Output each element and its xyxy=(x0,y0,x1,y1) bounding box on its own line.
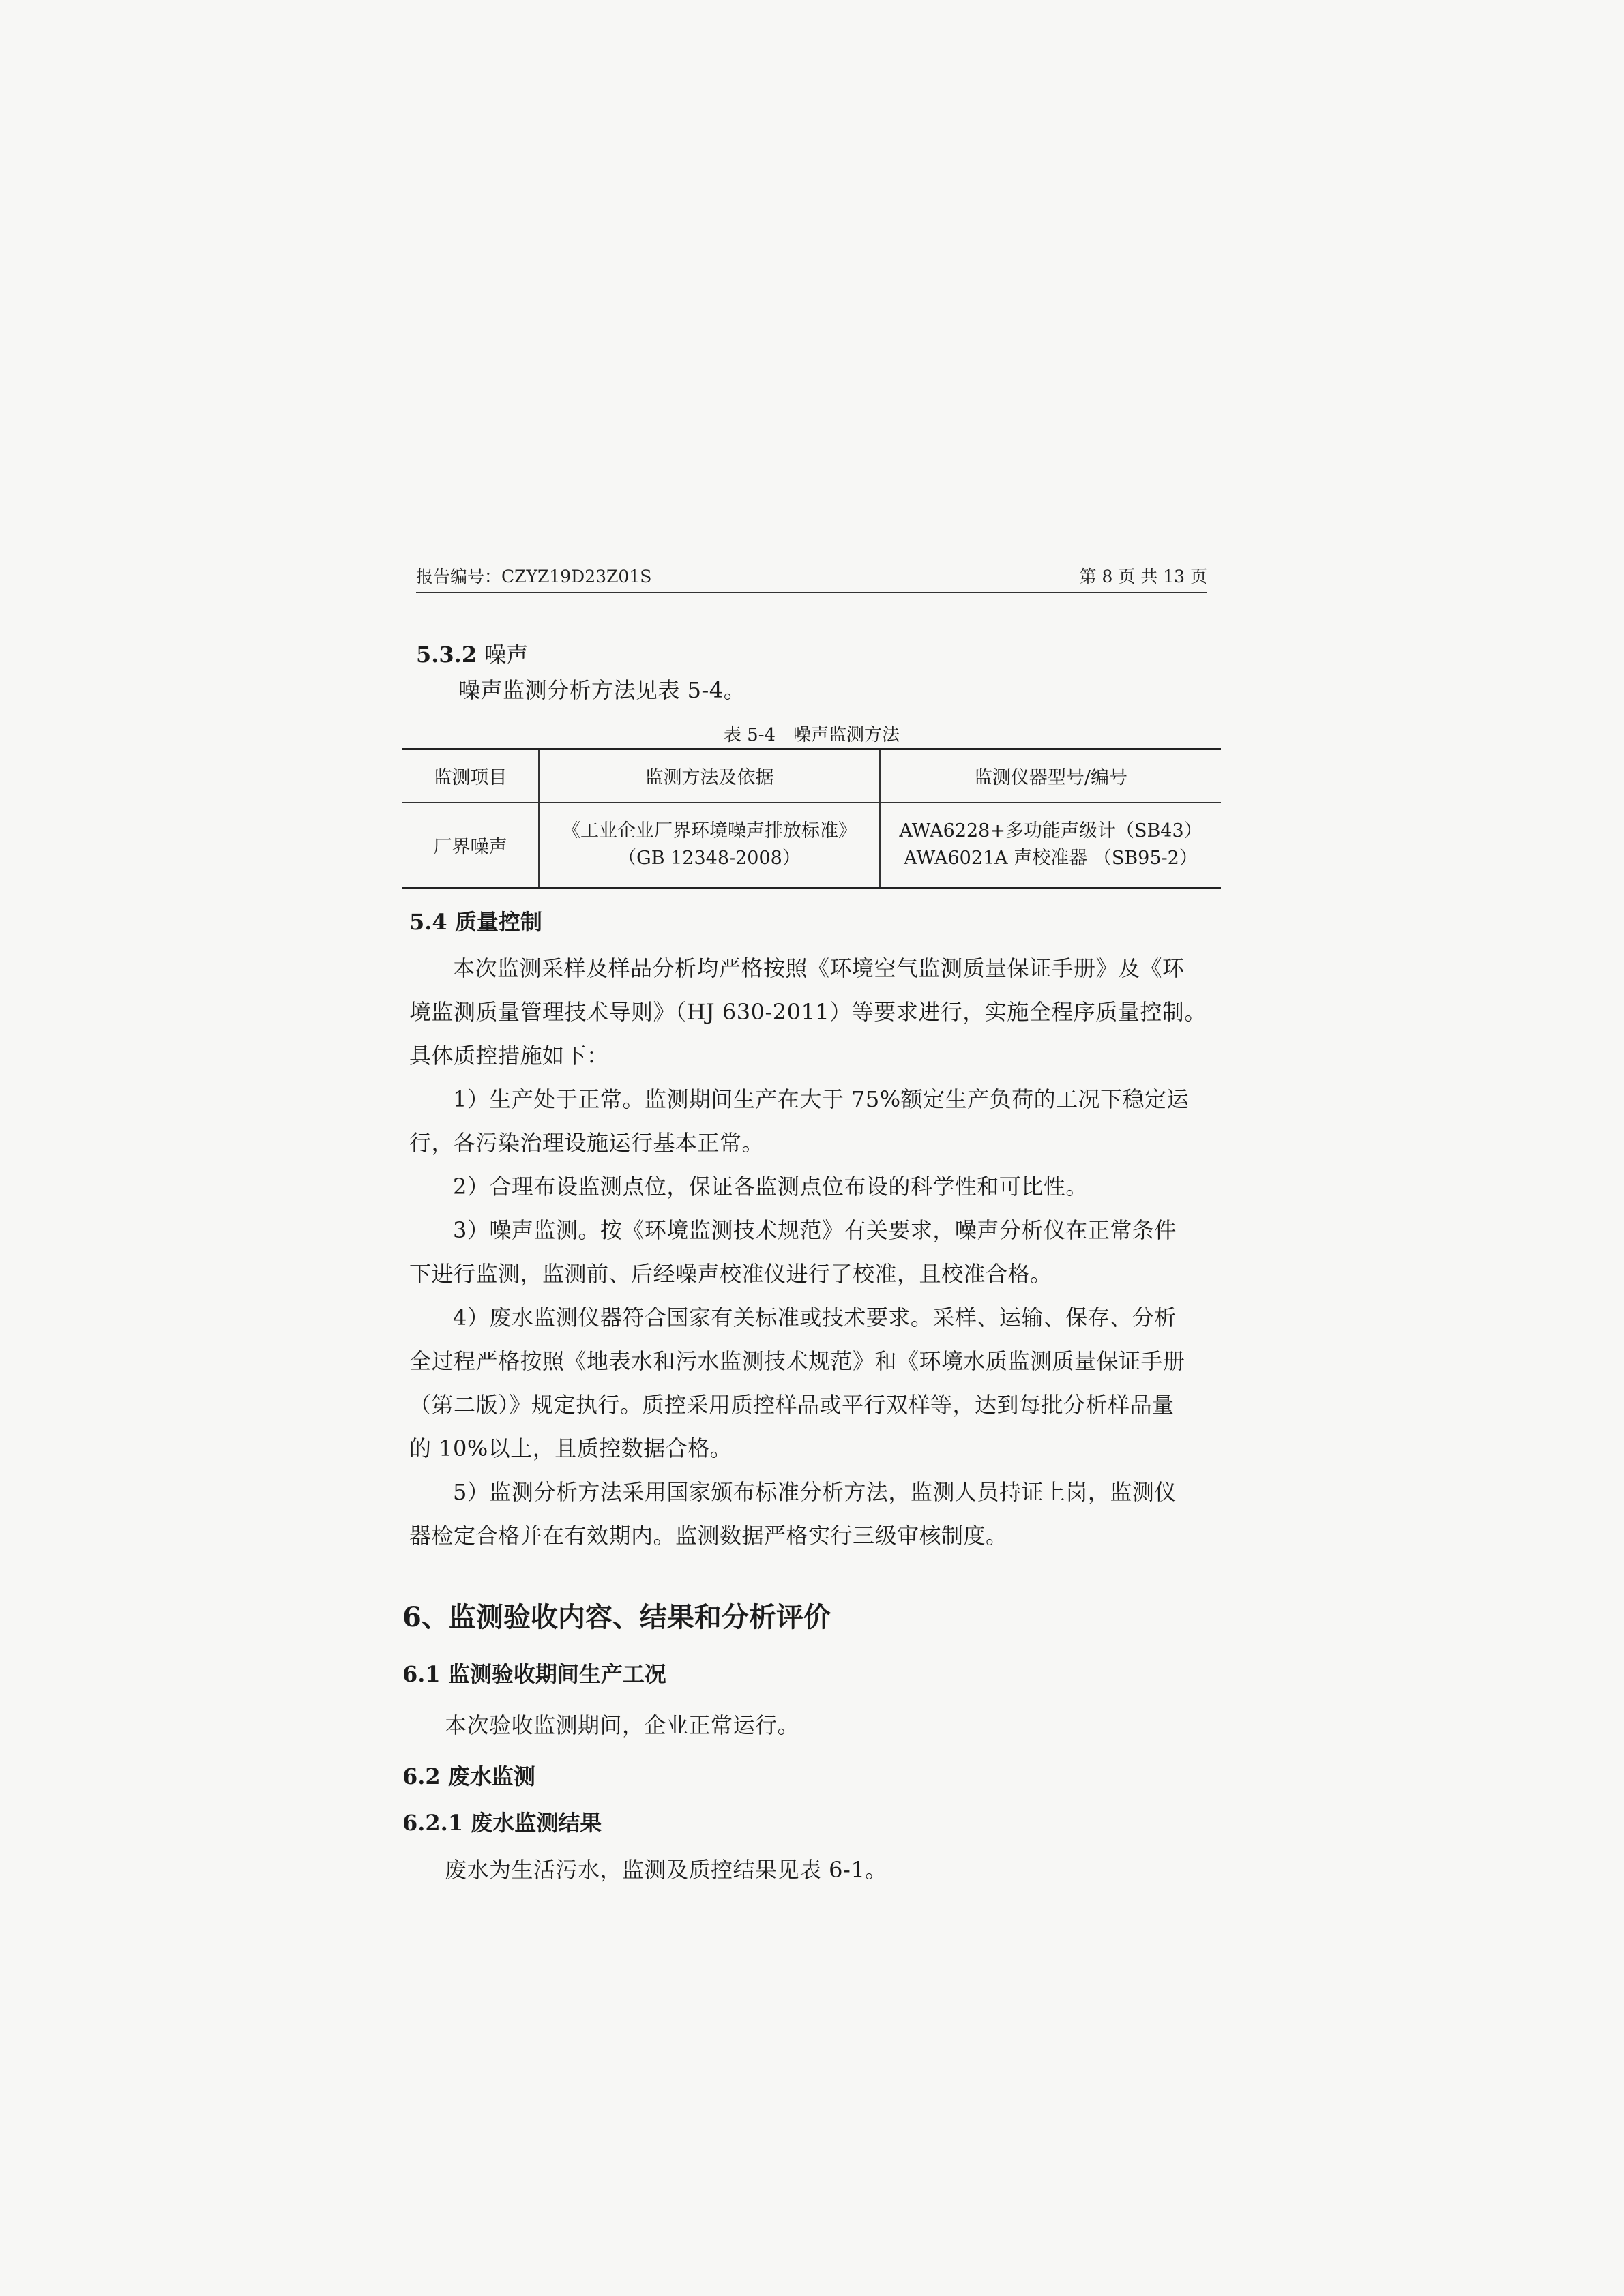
heading-5-3-2-number: 5.3.2 xyxy=(416,642,477,668)
noise-methods-table xyxy=(402,748,1221,889)
method-standard: 《工业企业厂界环境噪声排放标准》 xyxy=(562,820,857,842)
qc-item-5-line-1: 5）监测分析方法采用国家颁布标准分析方法，监测人员持证上岗，监测仪 xyxy=(453,1479,1177,1505)
report-number: 报告编号：CZYZ19D23Z01S xyxy=(416,567,652,586)
heading-6-2-1: 6.2.1 废水监测结果 xyxy=(402,1810,602,1836)
heading-5-3-2 xyxy=(416,638,528,669)
page-info: 第 8 页 共 13 页 xyxy=(1079,567,1207,586)
qc-item-2-line-1: 2）合理布设监测点位，保证各监测点位布设的科学性和可比性。 xyxy=(453,1174,1088,1199)
text-6-1: 本次验收监测期间，企业正常运行。 xyxy=(445,1712,800,1738)
col-header-item: 监测项目 xyxy=(402,749,539,803)
heading-5-4: 5.4 质量控制 xyxy=(409,909,542,935)
page-header xyxy=(416,561,1207,593)
cell-item: 厂界噪声 xyxy=(433,836,507,858)
qc-item-1-line-2: 行，各污染治理设施运行基本正常。 xyxy=(409,1130,765,1156)
qc-item-3-line-2: 下进行监测，监测前、后经噪声校准仪进行了校准，且校准合格。 xyxy=(409,1261,1052,1287)
qc-item-1-line-1: 1）生产处于正常。监测期间生产在大于 75%额定生产负荷的工况下稳定运 xyxy=(453,1086,1190,1112)
heading-6: 6、监测验收内容、结果和分析评价 xyxy=(402,1601,831,1633)
col-header-method: 监测方法及依据 xyxy=(539,749,880,803)
text-6-2-1: 废水为生活污水，监测及质控结果见表 6-1。 xyxy=(445,1857,887,1883)
quality-control-body xyxy=(409,946,1228,1557)
qc-item-4-line-3: （第二版）》规定执行。质控采用质控样品或平行双样等，达到每批分析样品量 xyxy=(409,1392,1175,1418)
cell-instrument xyxy=(880,803,1221,889)
qc-intro-line-2: 境监测质量管理技术导则》（HJ 630-2011）等要求进行，实施全程序质量控制。 xyxy=(409,999,1207,1025)
qc-item-5-line-2: 器检定合格并在有效期内。监测数据严格实行三级审核制度。 xyxy=(409,1523,1008,1549)
method-standard-code: （GB 12348-2008） xyxy=(618,848,801,869)
qc-item-4-line-4: 的 10%以上，且质控数据合格。 xyxy=(409,1435,733,1461)
noise-intro: 噪声监测分析方法见表 5-4。 xyxy=(458,677,746,703)
table-header-row xyxy=(402,749,1221,803)
heading-6-2: 6.2 废水监测 xyxy=(402,1763,535,1789)
instrument-calibrator: AWA6021A 声校准器 （SB95-2） xyxy=(904,848,1198,869)
qc-item-3-line-1: 3）噪声监测。按《环境监测技术规范》有关要求，噪声分析仪在正常条件 xyxy=(453,1217,1177,1243)
qc-item-4-line-2: 全过程严格按照《地表水和污水监测技术规范》和《环境水质监测质量保证手册 xyxy=(409,1348,1185,1374)
table-row xyxy=(402,803,1221,889)
qc-item-4-line-1: 4）废水监测仪器符合国家有关标准或技术要求。采样、运输、保存、分析 xyxy=(453,1304,1177,1330)
table-5-4-caption: 表 5-4 噪声监测方法 xyxy=(723,725,900,745)
qc-intro-line-3: 具体质控措施如下： xyxy=(409,1043,609,1069)
instrument-sound-level-meter: AWA6228+多功能声级计（SB43） xyxy=(899,820,1202,842)
col-header-instrument: 监测仪器型号/编号 xyxy=(880,749,1221,803)
cell-method xyxy=(539,803,880,889)
heading-5-3-2-title: 噪声 xyxy=(484,642,529,668)
heading-6-1: 6.1 监测验收期间生产工况 xyxy=(402,1661,666,1687)
qc-intro-line-1: 本次监测采样及样品分析均严格按照《环境空气监测质量保证手册》及《环 xyxy=(453,955,1185,981)
